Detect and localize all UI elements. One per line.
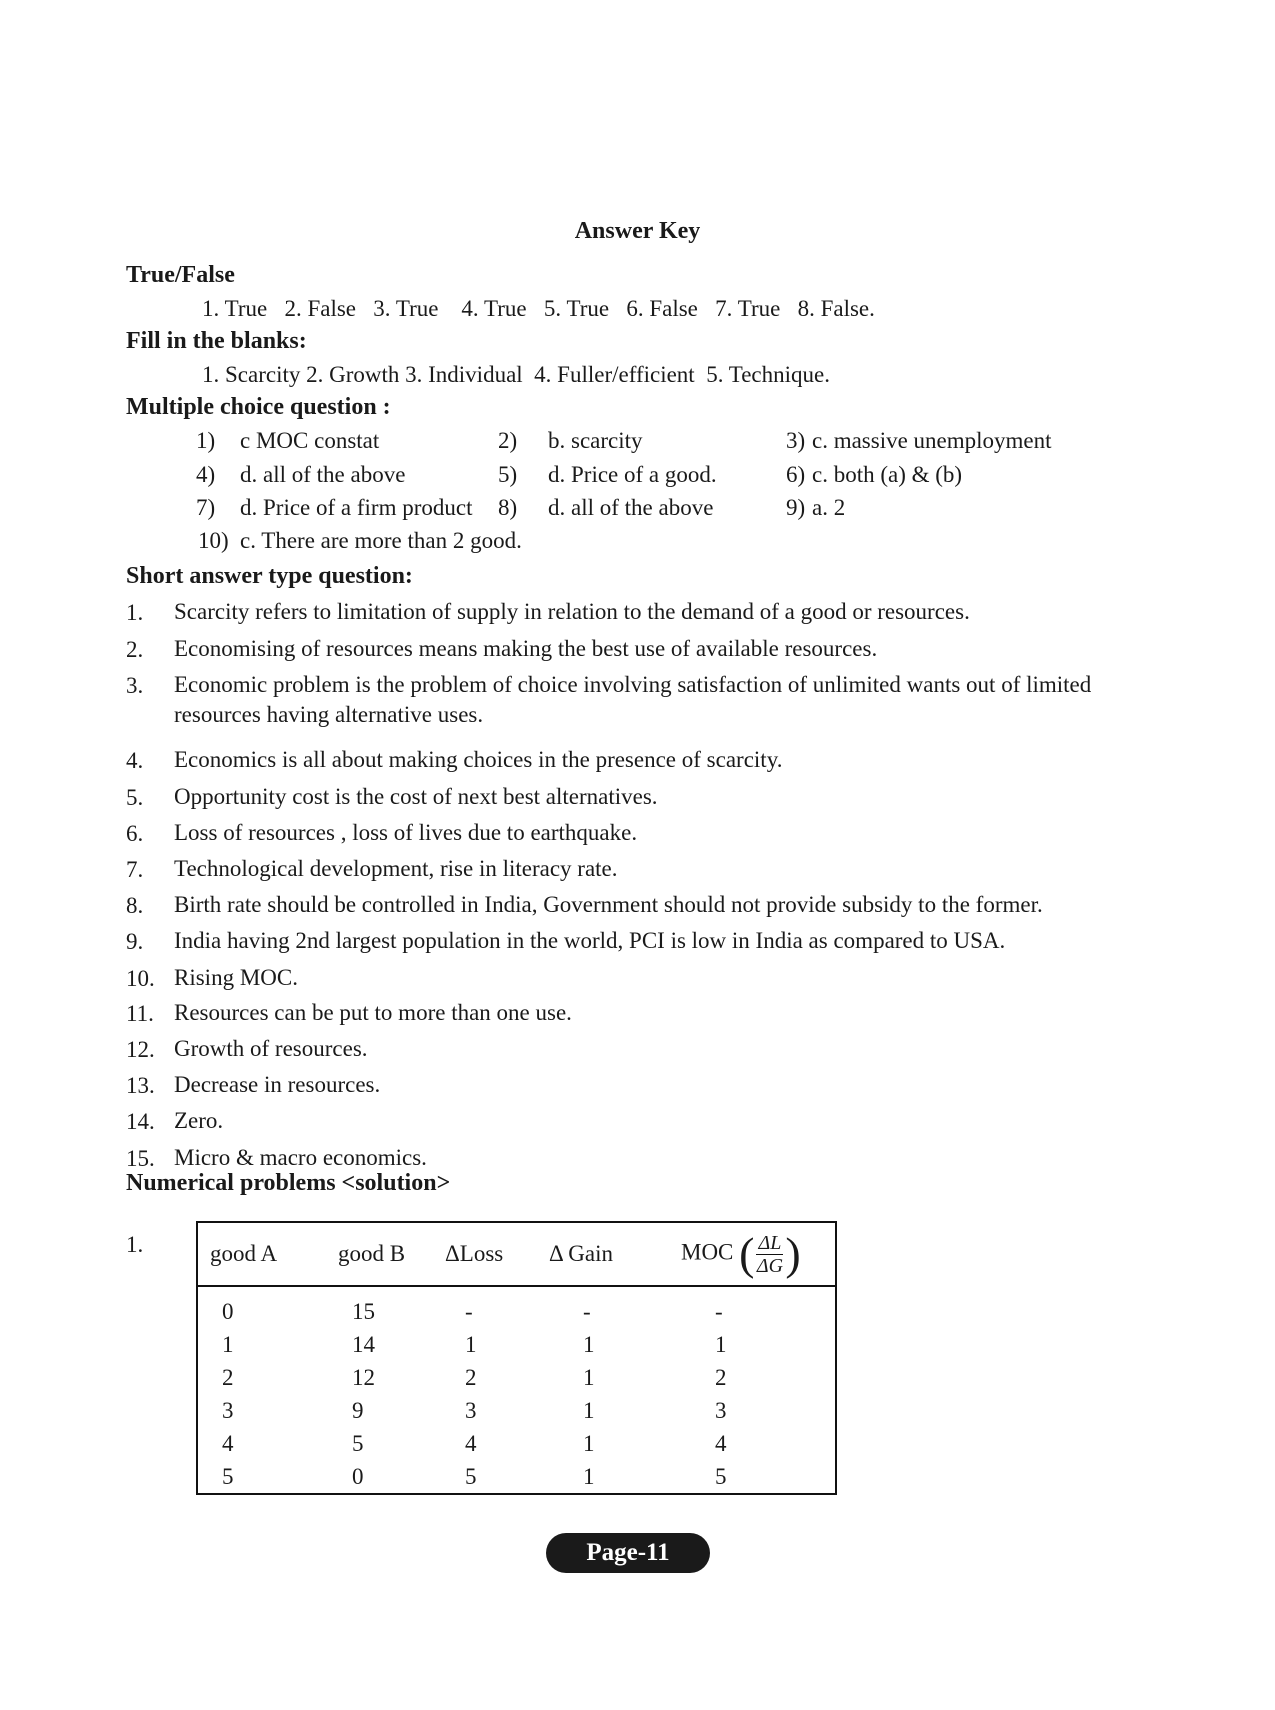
mcq-answer: a. 2 [812,495,846,520]
table-cell: 1 [583,1463,595,1489]
table-cell: 4 [222,1430,234,1456]
short-answer-number: 6. [126,821,144,846]
short-answer-number: 13. [126,1073,155,1098]
mcq-number: 6) [786,462,806,487]
table-cell: 1 [583,1364,595,1390]
mcq-answer: c MOC constat [240,428,380,453]
table-row [197,1361,836,1394]
true-false-heading: True/False [126,262,235,288]
mcq-answer: d. all of the above [240,462,406,487]
short-answer-number: 9. [126,929,144,954]
mcq-answer: d. Price of a good. [548,462,717,487]
table-cell: 2 [715,1364,727,1390]
table-cell: 15 [352,1298,375,1324]
short-answer-heading: Short answer type question: [126,563,413,589]
short-answer-number: 1. [126,600,144,625]
mcq-number: 3) [786,428,806,453]
table-cell: - [715,1298,723,1324]
mcq-heading: Multiple choice question : [126,394,391,420]
short-answer-text: Technological development, rise in literacy rate. [174,856,618,881]
moc-denominator: ΔG [756,1254,784,1277]
mcq-answer: d. all of the above [548,495,714,520]
header-good-a: good A [197,1222,338,1286]
table-row [197,1460,836,1494]
short-answer-number: 5. [126,785,144,810]
moc-fraction: ( $\frac{\Delta L}{\Delta G}$ ) [739,1228,801,1279]
table-cell: 1 [222,1331,234,1357]
table-cell: 3 [222,1397,234,1423]
table-cell: 1 [583,1430,595,1456]
short-answer-text: Opportunity cost is the cost of next best alternatives. [174,784,658,809]
true-false-answers: 1. True 2. False 3. True 4. True 5. True 6. False 7. True 8. False. [202,296,875,321]
table-cell: 0 [222,1298,234,1324]
short-answer-text: Rising MOC. [174,965,298,990]
short-answer-number: 2. [126,637,144,662]
mcq-answer: b. scarcity [548,428,643,453]
mcq-number: 8) [498,495,518,520]
short-answer-text: India having 2nd largest population in the world, PCI is low in India as compared to USA. [174,928,1006,953]
solution-table [196,1221,837,1495]
table-cell: 4 [715,1430,727,1456]
page-title: Answer Key [574,218,701,244]
mcq-number: 9) [786,495,806,520]
table-cell: 3 [465,1397,477,1423]
short-answer-text: Loss of resources , loss of lives due to earthquake. [174,820,638,845]
table-cell: 4 [465,1430,477,1456]
table-cell: 14 [352,1331,375,1357]
table-cell: 0 [352,1463,364,1489]
short-answer-number: 11. [126,1001,154,1026]
table-cell: 5 [222,1463,234,1489]
short-answer-number: 14. [126,1109,155,1134]
table-cell: 5 [465,1463,477,1489]
table-row [197,1328,836,1361]
mcq-answer: c. massive unemployment [812,428,1052,453]
mcq-number: 2) [498,428,518,453]
short-answer-text: Growth of resources. [174,1036,368,1061]
mcq-number: 7) [196,495,216,520]
numerical-heading: Numerical problems <solution> [126,1170,451,1196]
table-row [197,1286,836,1328]
short-answer-number: 7. [126,857,144,882]
table-cell: 2 [222,1364,234,1390]
short-answer-text: Zero. [174,1108,224,1133]
short-answer-number: 12. [126,1037,155,1062]
short-answer-number: 15. [126,1146,155,1171]
header-good-b: good B [338,1222,445,1286]
short-answer-number: 3. [126,673,144,698]
table-cell: 12 [352,1364,375,1390]
table-cell: 9 [352,1397,364,1423]
short-answer-text: Resources can be put to more than one use. [174,1000,572,1025]
table-cell: 5 [715,1463,727,1489]
page-number-badge: Page-11 [546,1533,710,1573]
short-answer-text: Economics is all about making choices in the presence of scarcity. [174,747,783,772]
table-cell: 5 [352,1430,364,1456]
mcq-number: 10) [198,528,229,553]
short-answer-text: Micro & macro economics. [174,1145,427,1170]
fill-blanks-heading: Fill in the blanks: [126,328,307,354]
table-cell: 1 [465,1331,477,1357]
mcq-answer: c. both (a) & (b) [812,462,963,487]
short-answer-text: Birth rate should be controlled in India, Government should not provide subsidy to the former. [174,892,1043,917]
short-answer-number: 8. [126,893,144,918]
short-answer-number: 10. [126,966,155,991]
mcq-number: 1) [196,428,216,453]
table-cell: - [465,1298,473,1324]
mcq-answer: c. There are more than 2 good. [240,528,522,553]
table-cell: - [583,1298,591,1324]
table-cell: 1 [583,1331,595,1357]
table-cell: 1 [715,1331,727,1357]
fill-blanks-answers: 1. Scarcity 2. Growth 3. Individual 4. Fuller/efficient 5. Technique. [202,362,830,387]
header-moc [681,1222,836,1286]
mcq-answer: d. Price of a firm product [240,495,473,520]
short-answer-text: Economising of resources means making the best use of available resources. [174,636,878,661]
table-cell: 2 [465,1364,477,1390]
table-row [197,1394,836,1427]
table-row [197,1427,836,1460]
table-cell: 1 [583,1397,595,1423]
short-answer-text: Economic problem is the problem of choice involving satisfaction of unlimited wants out of limited resources having alternative uses. [174,672,1092,727]
mcq-number: 5) [498,462,518,487]
short-answer-text: Decrease in resources. [174,1072,381,1097]
mcq-number: 4) [196,462,216,487]
table-header-row [197,1222,836,1286]
header-delta-loss: ΔLoss [445,1222,549,1286]
problem-number: 1. [126,1232,144,1257]
short-answer-number: 4. [126,748,144,773]
short-answer-text: Scarcity refers to limitation of supply in relation to the demand of a good or resources. [174,599,970,624]
moc-numerator: ΔL [758,1231,782,1254]
table-cell: 3 [715,1397,727,1423]
header-delta-gain: Δ Gain [549,1222,681,1286]
moc-label: MOC [681,1239,734,1265]
